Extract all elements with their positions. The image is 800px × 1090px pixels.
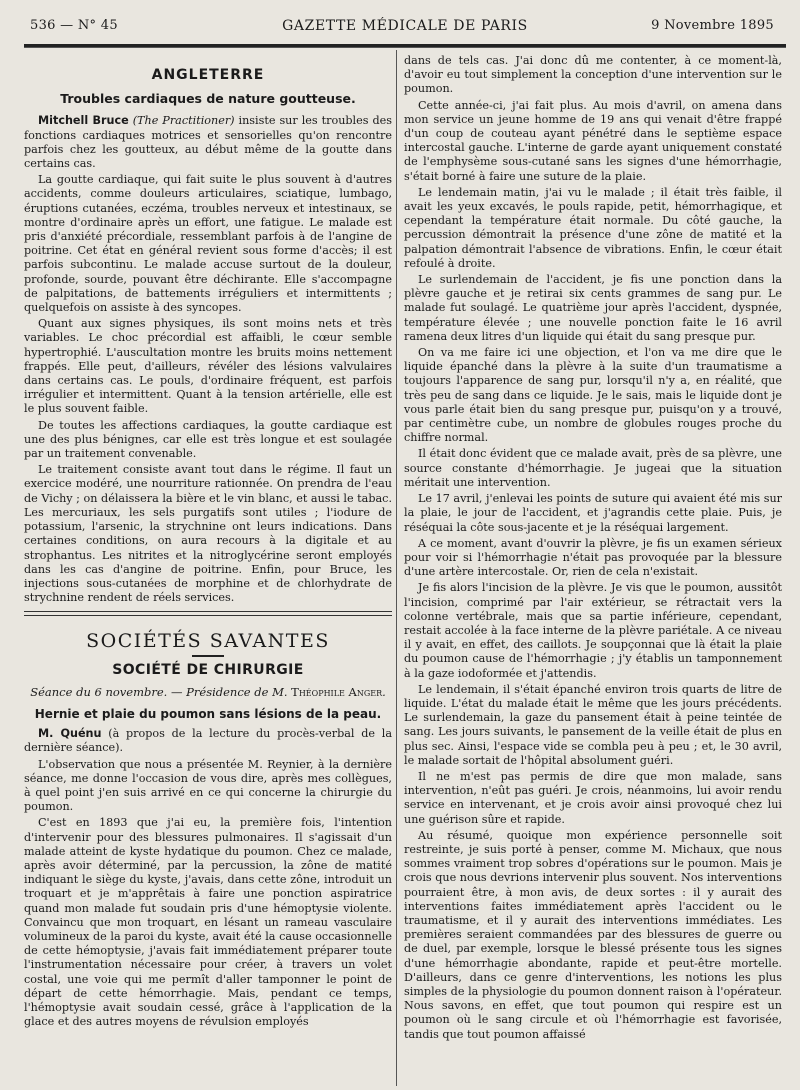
author-name: Mitchell Bruce: [38, 114, 129, 128]
column-divider: [396, 50, 397, 1086]
article-title-hernie: Hernie et plaie du poumon sans lésions de la peau.: [34, 706, 382, 721]
title-dash: [192, 655, 224, 657]
journal-title: GAZETTE MÉDICALE DE PARIS: [282, 18, 528, 34]
paragraph: Il était donc évident que ce malade avait, près de sa plèvre, une source constante d'hémorrhagie. Je jugeai que la situation méritait une intervention.: [404, 447, 782, 489]
source-name: (The Practitioner): [132, 114, 235, 128]
section-separator: [24, 611, 392, 616]
paragraph: Mitchell Bruce (The Practitioner) insiste sur les troubles des fonctions cardiaques motrices et sensorielles qu'on rencontre parfois chez les goutteux, au début même de la goutte dans certains cas.: [24, 114, 392, 171]
paragraph: Le lendemain, il s'était épanché environ trois quarts de litre de liquide. L'état du malade était le même que les jours précédents. Le surlendemain, la gaze du pansement était à peine teintée de sang. Les jours suivants, le pansement de la veille était de plus en plus sec. Ainsi, l'espace vide se combla peu à peu ; et, le 30 avril, le malade sortait de l'hôpital absolument guéri.: [404, 682, 782, 767]
paragraph: L'observation que nous a présentée M. Reynier, à la dernière séance, me donne l'occasion de vous dire, après mes collègues, à quel point j'en suis arrivé en ce qui concerne la chirurgie du poumon.: [24, 757, 392, 814]
paragraph: C'est en 1893 que j'ai eu, la première fois, l'intention d'intervenir pour des blessures pulmonaires. Il s'agissait d'un malade atteint de kyste hydatique du poumon. Chez ce malade, après avoir déterminé, par la percussion, la zône de matité indiquant le siège du kyste, j'avais, dans cette zône, introduit un troquart et je m'apprêtais à faire une ponction aspiratrice quand mon malade fut soudain pris d'une hémoptysie violente. Convaincu que mon troquart, en lésant un rameau vasculaire volumineux de la paroi du kyste, avait été la cause occasionnelle de cette hémoptysie, j'avais fait immédiatement préparer toute l'instrumentation nécessaire pour créer, à travers un volet costal, une voie qui me permît d'aller tamponner le point de départ de cette hémorrhagie. Mais, pendant ce temps, l'hémoptysie avait soudain cessé, grâce à l'application de la glace et des autres moyens de révulsion employés: [24, 816, 392, 1029]
left-column: [24, 54, 392, 1031]
paragraph: Quant aux signes physiques, ils sont moins nets et très variables. Le choc précordial est affaibli, le cœur semble hypertrophié. L'auscultation montre les bruits moins nettement frappés. Elle peut, d'ailleurs, révéler des lésions valvulaires dans certains cas. Le pouls, d'ordinaire fréquent, est parfois irrégulier et intermittent. Quant à la tension artérielle, elle est le plus souvent faible.: [24, 317, 392, 416]
issue-date: 9 Novembre 1895: [651, 18, 774, 33]
page-header: [24, 14, 786, 38]
paragraph: Il ne m'est pas permis de dire que mon malade, sans intervention, n'eût pas guéri. Je crois, néanmoins, lui avoir rendu service en intervenant, et je crois avoir ainsi provoqué chez lui une guérison sûre et rapide.: [404, 769, 782, 826]
right-column: [404, 54, 782, 1044]
paragraph: De toutes les affections cardiaques, la goutte cardiaque est une des plus bénignes, car elle est très longue et est soulagée par un traitement convenable.: [24, 418, 392, 461]
paragraph: Le lendemain matin, j'ai vu le malade ; il était très faible, il avait les yeux excavés, le pouls rapide, petit, hémorrhagique, et cependant la température était normale. Du côté gauche, la percussion démontrait la présence d'une zône de matité et la palpation démontrait l'absence de vibrations. Enfin, le cœur était refoulé à droite.: [404, 185, 782, 270]
paragraph: Le surlendemain de l'accident, je fis une ponction dans la plèvre gauche et je retirai six cents grammes de sang pur. Le malade fut soulagé. Le quatrième jour après l'accident, dyspnée, température élevée ; une nouvelle ponction faite le 16 avril ramena deux litres d'un liquide qui était du sang presque pur.: [404, 273, 782, 343]
page-number: 536 — N° 45: [30, 18, 118, 33]
header-rule: [24, 44, 786, 48]
paragraph: Je fis alors l'incision de la plèvre. Je vis que le poumon, aussitôt l'incision, comprimé par l'air extérieur, se rétractait vers la colonne vertébrale, mais que sa partie inférieure, cependant, restait accolée à la face interne de la plèvre pariétale. A ce niveau il y avait, en effet, des caillots. Je soupçonnai que là était la plaie du poumon cause de l'hémorrhagie ; j'y établis un tamponnement à la gaze iodoformée et j'attendis.: [404, 581, 782, 680]
section-angleterre: ANGLETERRE: [151, 67, 265, 83]
paragraph: Le 17 avril, j'enlevai les points de suture qui avaient été mis sur la plaie, le jour de l'accident, et j'agrandis cette plaie. Puis, je réséquai la côte sous-jacente et je la réséquai largement.: [404, 492, 782, 534]
session-line: Séance du 6 novembre. — Présidence de M. Théophile Anger.: [30, 684, 386, 699]
paragraph: La goutte cardiaque, qui fait suite le plus souvent à d'autres accidents, comme douleurs articulaires, sciatique, lumbago, éruptions cutanées, eczéma, troubles nerveux et intestinaux, se montre d'ordinaire après un effort, une fatigue. Le malade est pris d'anxiété précordiale, ressemblant parfois à de l'angine de poitrine. Cet état en général revient sous forme d'accès; il est parfois subcontinu. Le malade accuse surtout de la douleur, profonde, sourde, pouvant être déchirante. Elle s'accompagne de palpitations, de battements irréguliers et intermittents ; quelquefois on assiste à des syncopes.: [24, 173, 392, 315]
paragraph: Le traitement consiste avant tout dans le régime. Il faut un exercice modéré, une nourriture rationnée. On prendra de l'eau de Vichy ; on délaissera la bière et le vin blanc, et aussi le tabac. Les mercuriaux, les sels purgatifs sont utiles ; l'iodure de potassium, l'arsenic, la strychnine ont leurs indications. Dans certaines conditions, on aura recours à la digitale et au strophantus. Les nitrites et la nitroglycérine seront employés dans les cas d'angine de poitrine. Enfin, pour Bruce, les injections sous-cutanées de morphine et de chlorhydrate de strychnine rendent de réels services.: [24, 463, 392, 605]
president-name: Théophile Anger: [291, 684, 383, 699]
paragraph: On va me faire ici une objection, et l'on va me dire que le liquide épanché dans la plèvre à la suite d'un traumatisme a toujours l'apparence de sang pur, lorsqu'il n'y a, en réalité, que très peu de sang dans ce liquide. Je le sais, mais le liquide dont je vous parle était bien du sang presque pur, puisqu'on y a trouvé, par centimètre cube, un nombre de globules rouges proche du chiffre normal.: [404, 346, 782, 445]
paragraph: Au résumé, quoique mon expérience personnelle soit restreinte, je suis porté à penser, comme M. Michaux, que nous sommes vraiment trop sobres d'opérations sur le poumon. Mais je crois que nous devrions intervenir plus souvent. Nos interventions pourraient être, à mon avis, de deux sortes : il y aurait des interventions faites immédiatement après l'accident ou le traumatisme, et il y aurait des interventions immédiates. Les premières seraient commandées par des blessures de guerre ou de duel, par exemple, lorsque le blessé présente tous les signes d'une hémorrhagie abondante, rapide et peut-être mortelle. D'ailleurs, dans ce genre d'interventions, les notions les plus simples de la physiologie du poumon donnent raison à l'opérateur. Nous savons, en effet, que tout poumon qui respire est un poumon où le sang circule et où l'hémorrhagie est favorisée, tandis que tout poumon affaissé: [404, 828, 783, 1041]
paragraph: A ce moment, avant d'ouvrir la plèvre, je fis un examen sérieux pour voir si l'hémorrhagie n'était pas provoquée par la blessure d'une artère intercostale. Or, rien de cela n'existait.: [404, 536, 782, 579]
paragraph: dans de tels cas. J'ai donc dû me contenter, à ce moment-là, d'avoir eu tout simplement la conception d'une intervention sur le poumon.: [404, 54, 782, 96]
paragraph: Cette année-ci, j'ai fait plus. Au mois d'avril, on amena dans mon service un jeune homme de 19 ans qui venait d'être frappé d'un coup de couteau ayant pénétré dans le septième espace intercostal gauche. L'interne de garde ayant uniquement constaté de l'emphysème sous-cutané sans les signes d'une hémorrhagie, s'était borné à faire une suture de la plaie.: [404, 98, 782, 183]
article-title-gout: Troubles cardiaques de nature goutteuse.: [60, 91, 356, 107]
society-name: SOCIÉTÉ DE CHIRURGIE: [112, 661, 304, 678]
section-societes-savantes: SOCIÉTÉS SAVANTES: [86, 630, 330, 653]
speaker-name: M. Quénu: [38, 727, 102, 741]
paragraph: M. Quénu (à propos de la lecture du procès-verbal de la dernière séance).: [24, 727, 392, 755]
